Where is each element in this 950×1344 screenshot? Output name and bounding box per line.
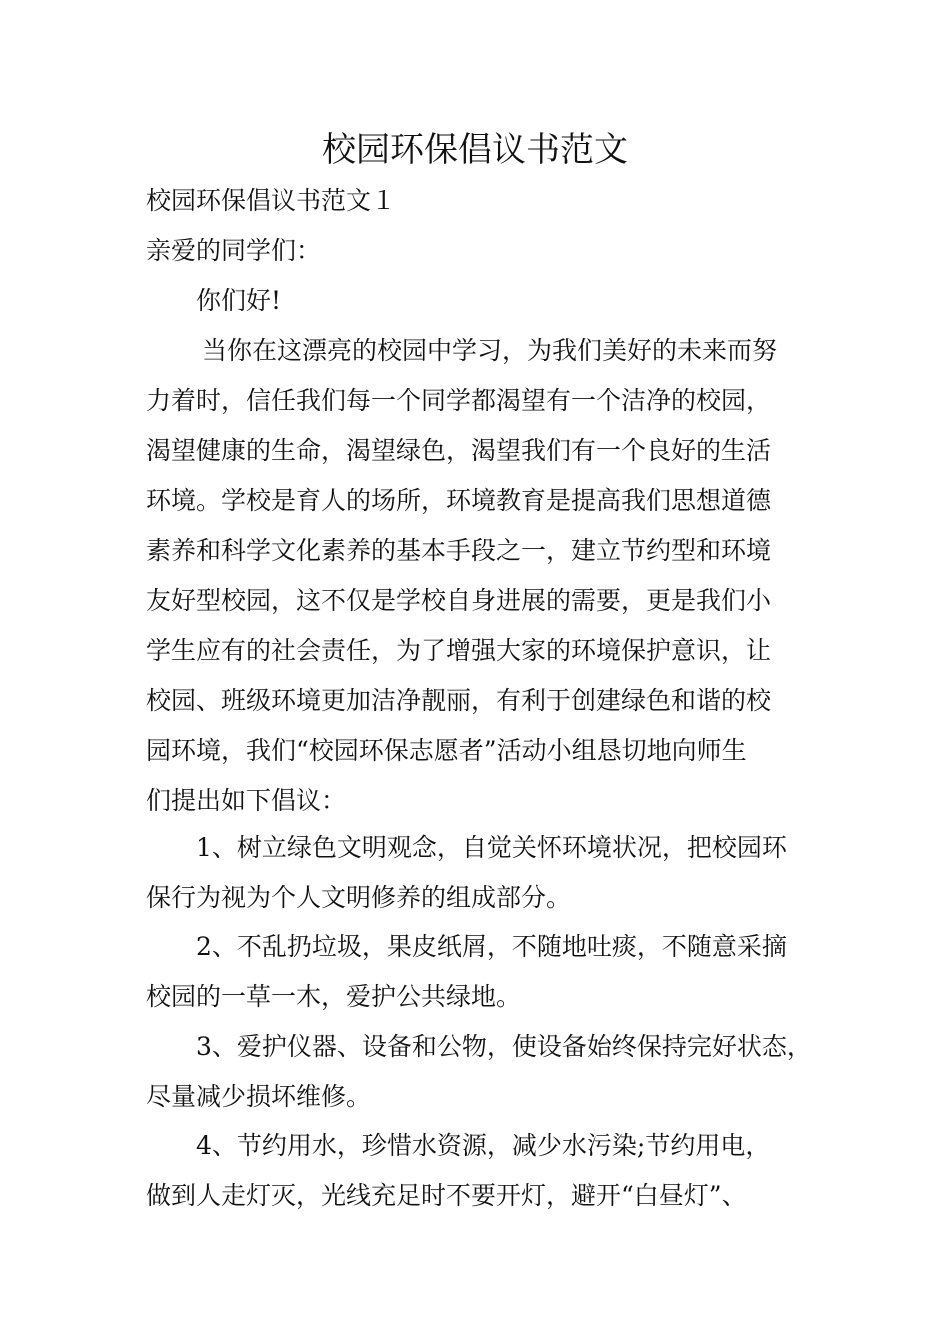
item-line: 做到人走灯灭，光线充足时不要开灯，避开“白昼灯”、 <box>146 1181 747 1210</box>
paragraph-line: 学生应有的社会责任，为了增强大家的环境保护意识，让 <box>146 636 772 665</box>
hello-line: 你们好! <box>196 286 282 315</box>
paragraph-line: 素养和科学文化素养的基本手段之一，建立节约型和环境 <box>146 536 772 565</box>
proposal-item-3 <box>146 1022 836 1122</box>
main-paragraph <box>146 326 836 826</box>
item-line: 2、不乱扔垃圾，果皮纸屑，不随地吐痰，不随意采摘 <box>196 932 787 961</box>
document-title: 校园环保倡议书范文 <box>322 130 628 170</box>
paragraph-line: 当你在这漂亮的校园中学习，为我们美好的未来而努 <box>202 336 778 365</box>
item-line: 3、爱护仪器、设备和公物，使设备始终保持完好状态， <box>196 1032 812 1061</box>
proposal-item-4 <box>146 1121 836 1221</box>
document-subtitle: 校园环保倡议书范文１ <box>146 186 397 215</box>
item-line: 校园的一草一木，爱护公共绿地。 <box>146 982 522 1011</box>
item-line: 4、节约用水，珍惜水资源，减少水污染;节约用电， <box>196 1131 771 1160</box>
item-line: 保行为视为个人文明修养的组成部分。 <box>146 883 572 912</box>
paragraph-line: 园环境，我们“校园环保志愿者”活动小组恳切地向师生 <box>146 736 747 765</box>
paragraph-line: 校园、班级环境更加洁净靓丽，有利于创建绿色和谐的校 <box>146 686 772 715</box>
paragraph-line: 友好型校园，这不仅是学校自身进展的需要，更是我们小 <box>146 586 772 615</box>
paragraph-line: 渴望健康的生命，渴望绿色，渴望我们有一个良好的生活 <box>146 436 772 465</box>
proposal-item-2 <box>146 922 836 1022</box>
item-line: 尽量减少损坏维修。 <box>146 1082 372 1111</box>
paragraph-line: 环境。学校是育人的场所，环境教育是提高我们思想道德 <box>146 486 772 515</box>
proposal-item-1 <box>146 823 836 923</box>
greeting: 亲爱的同学们： <box>146 236 322 265</box>
paragraph-line: 力着时，信任我们每一个同学都渴望有一个洁净的校园， <box>146 386 772 415</box>
item-line: 1、树立绿色文明观念，自觉关怀环境状况，把校园环 <box>196 833 787 862</box>
paragraph-line: 们提出如下倡议： <box>146 786 347 815</box>
